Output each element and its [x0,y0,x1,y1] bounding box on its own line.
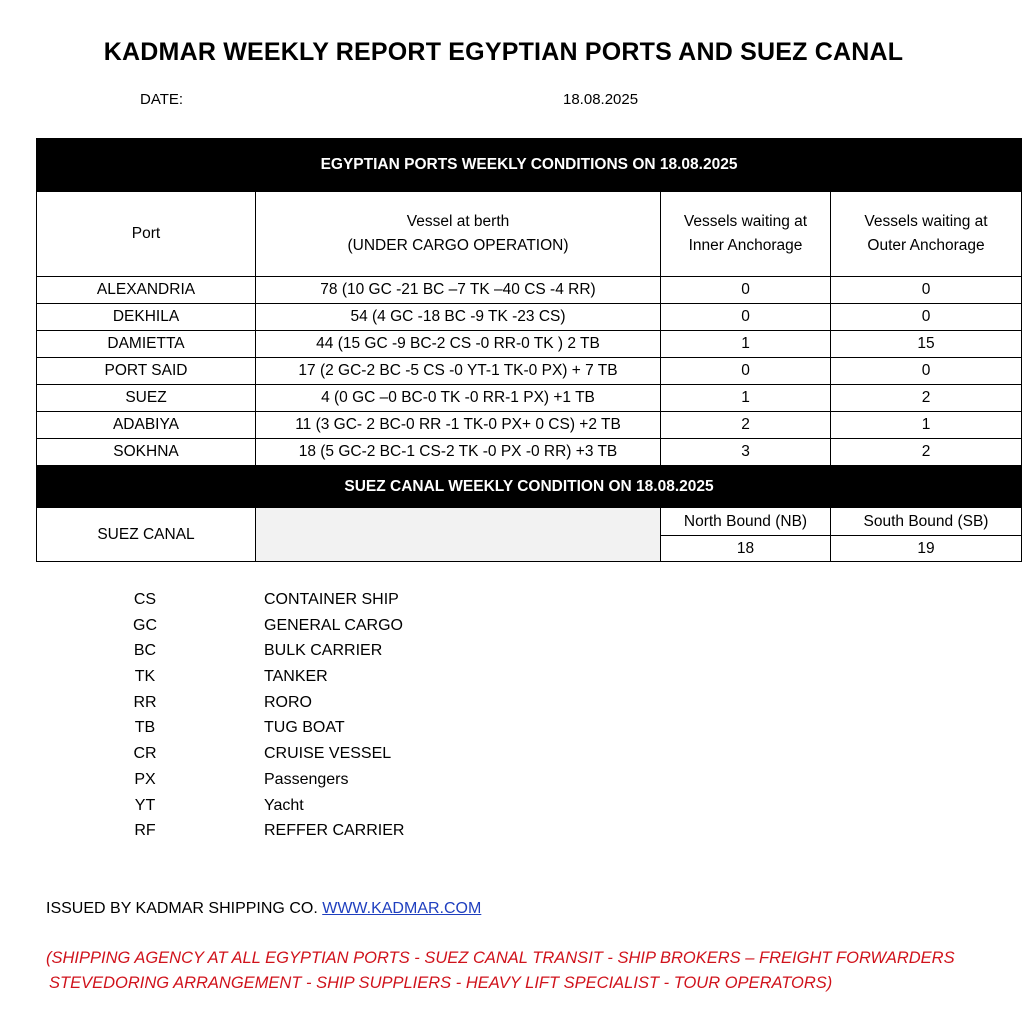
legend-code: GC [133,616,157,634]
table-row [37,385,1022,412]
report-title: KADMAR WEEKLY REPORT EGYPTIAN PORTS AND SUEZ CANAL [103,38,904,66]
legend-code: CS [133,591,157,608]
services-line-1: (SHIPPING AGENCY AT ALL EGYPTIAN PORTS - SUEZ CANAL TRANSIT - SHIP BROKERS – FREIGHT FORWARDERS [46,949,955,967]
legend-description: GENERAL CARGO [264,616,403,634]
col-header-berth [256,192,661,277]
table-row [37,439,1022,466]
ports-header-row [37,192,1022,277]
col-header-outer [831,192,1022,277]
col-header-outer-line2: Outer Anchorage [867,237,985,254]
services-statement [46,946,955,996]
outer-anchorage-count: 15 [831,331,1022,358]
outer-anchorage-count: 2 [831,439,1022,466]
south-bound-count: 19 [831,536,1022,562]
inner-anchorage-count: 0 [661,304,831,331]
legend-description: Yacht [264,796,304,814]
inner-anchorage-count: 0 [661,358,831,385]
table-row [37,412,1022,439]
south-bound-label: South Bound (SB) [831,508,1022,536]
legend-code: BC [133,642,157,660]
col-header-port [37,192,256,277]
outer-anchorage-count: 2 [831,385,1022,412]
legend-code: RR [133,693,157,711]
north-bound-label: North Bound (NB) [661,508,831,536]
services-line-2: STEVEDORING ARRANGEMENT - SHIP SUPPLIERS - HEAVY LIFT SPECIALIST - TOUR OPERATORS) [49,974,833,992]
vessels-at-berth: 11 (3 GC- 2 BC-0 RR -1 TK-0 PX+ 0 CS) +2 TB [256,412,661,439]
port-name: ADABIYA [37,412,256,439]
legend-code: CR [133,745,157,763]
legend-code: RF [134,822,156,840]
legend-description: BULK CARRIER [264,642,383,660]
canal-label: SUEZ CANAL [37,508,256,562]
col-header-inner-line1: Vessels waiting at [683,213,808,230]
outer-anchorage-count: 0 [831,358,1022,385]
legend-description: CONTAINER SHIP [264,591,399,608]
canal-section-heading-row [37,466,1022,508]
port-name: SUEZ [37,385,256,412]
canal-section-heading: SUEZ CANAL WEEKLY CONDITION ON 18.08.2025 [37,466,1022,508]
vessels-at-berth: 4 (0 GC –0 BC-0 TK -0 RR-1 PX) +1 TB [256,385,661,412]
vessels-at-berth: 44 (15 GC -9 BC-2 CS -0 RR-0 TK ) 2 TB [256,331,661,358]
table-row [37,277,1022,304]
outer-anchorage-count: 0 [831,277,1022,304]
canal-header-row [37,508,1022,536]
legend-code: TK [134,668,156,686]
col-header-port-text: Port [131,225,161,242]
ports-section-heading: EGYPTIAN PORTS WEEKLY CONDITIONS ON 18.08.2025 [37,139,1022,192]
legend-code: YT [134,796,156,814]
port-name: ALEXANDRIA [37,277,256,304]
outer-anchorage-count: 1 [831,412,1022,439]
legend-description: RORO [264,693,312,711]
north-bound-count: 18 [661,536,831,562]
inner-anchorage-count: 3 [661,439,831,466]
inner-anchorage-count: 2 [661,412,831,439]
port-name: PORT SAID [37,358,256,385]
date-value: 18.08.2025 [563,91,639,108]
legend-description: Passengers [264,770,349,788]
outer-anchorage-count: 0 [831,304,1022,331]
ports-section-heading-row [37,139,1022,192]
table-row [37,304,1022,331]
vessels-at-berth: 18 (5 GC-2 BC-1 CS-2 TK -0 PX -0 RR) +3 TB [256,439,661,466]
legend-description: REFFER CARRIER [264,822,405,840]
port-name: DEKHILA [37,304,256,331]
inner-anchorage-count: 1 [661,385,831,412]
table-row [37,331,1022,358]
canal-empty-cell [256,508,661,562]
vessels-at-berth: 17 (2 GC-2 BC -5 CS -0 YT-1 TK-0 PX) + 7 TB [256,358,661,385]
vessels-at-berth: 54 (4 GC -18 BC -9 TK -23 CS) [256,304,661,331]
port-name: DAMIETTA [37,331,256,358]
legend-code: PX [134,770,156,788]
inner-anchorage-count: 0 [661,277,831,304]
date-label: DATE: [140,91,184,108]
col-header-outer-line1: Vessels waiting at [864,213,988,230]
inner-anchorage-count: 1 [661,331,831,358]
website-link[interactable]: WWW.KADMAR.COM [322,900,482,917]
port-name: SOKHNA [37,439,256,466]
legend-description: TUG BOAT [264,719,345,737]
col-header-inner [661,192,831,277]
issued-by-text: ISSUED BY KADMAR SHIPPING CO. [46,900,318,917]
ports-report-table [36,138,1022,562]
legend-description: TANKER [264,668,328,686]
table-row [37,358,1022,385]
col-header-inner-line2: Inner Anchorage [688,237,803,254]
vessels-at-berth: 78 (10 GC -21 BC –7 TK –40 CS -4 RR) [256,277,661,304]
col-header-berth-line2: (UNDER CARGO OPERATION) [347,237,569,254]
legend-code: TB [134,719,156,737]
col-header-berth-line1: Vessel at berth [406,213,510,230]
issued-by-line [46,900,481,918]
legend-description: CRUISE VESSEL [264,745,392,763]
